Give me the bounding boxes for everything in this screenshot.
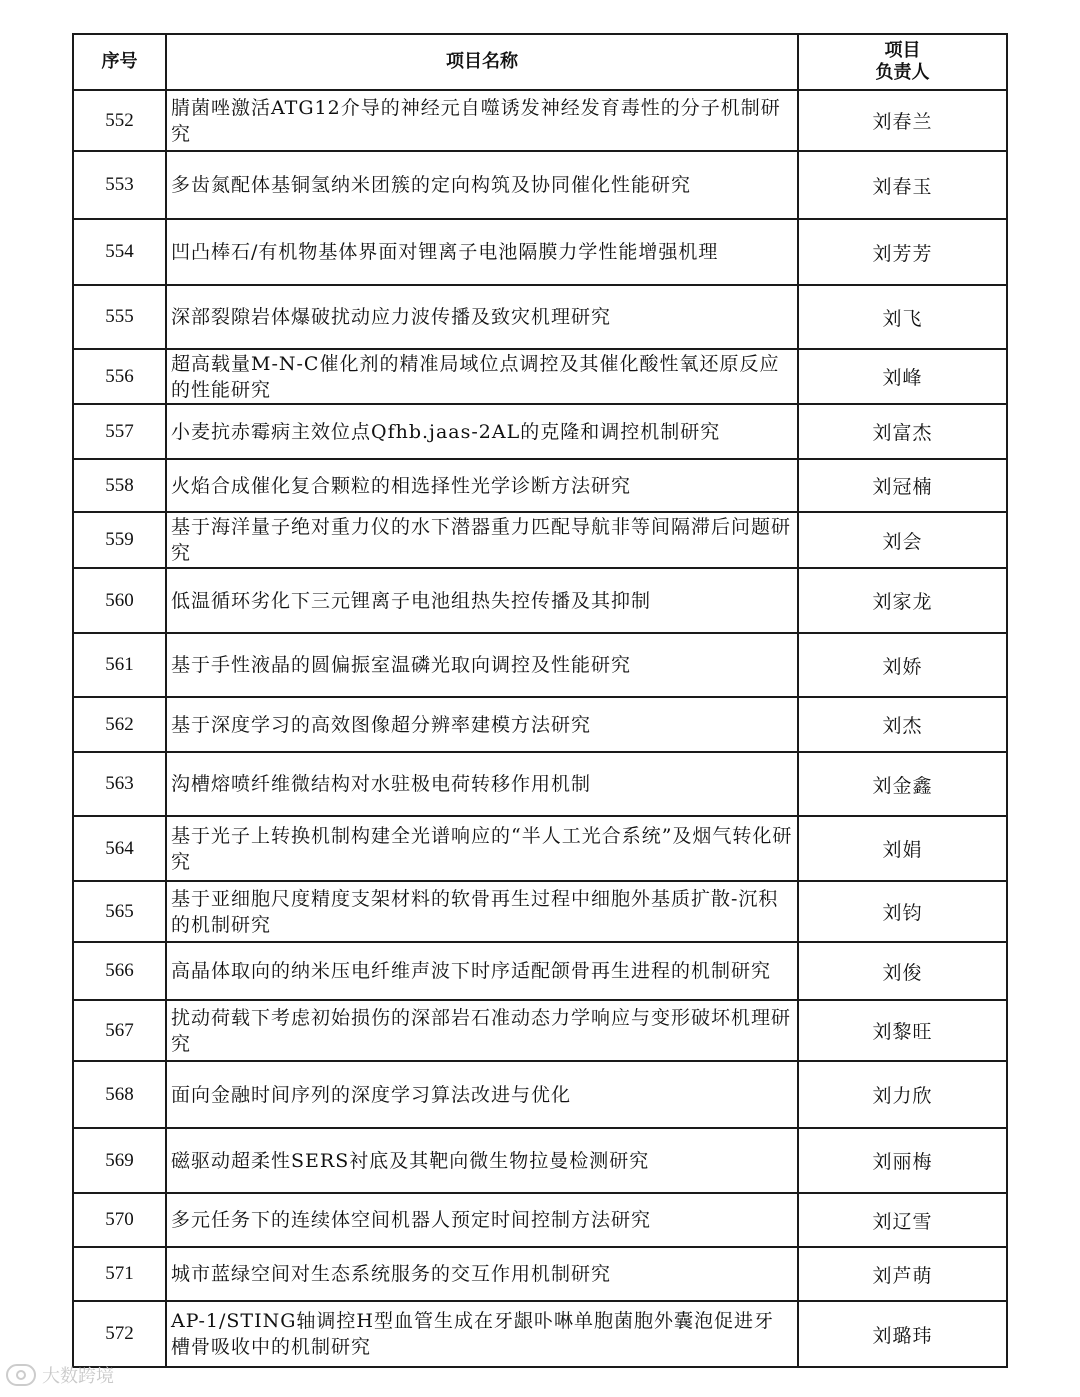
row-project-lead: 刘家龙 (798, 568, 1007, 633)
row-project-lead: 刘力欣 (798, 1061, 1007, 1128)
table-row (73, 1193, 1007, 1247)
row-project-name: 基于手性液晶的圆偏振室温磷光取向调控及性能研究 (166, 633, 798, 697)
row-project-name: 深部裂隙岩体爆破扰动应力波传播及致灾机理研究 (166, 285, 798, 349)
row-project-name: 基于亚细胞尺度精度支架材料的软骨再生过程中细胞外基质扩散-沉积的机制研究 (166, 881, 798, 942)
row-project-name: 多齿氮配体基铜氢纳米团簇的定向构筑及协同催化性能研究 (166, 151, 798, 219)
table-row (73, 404, 1007, 459)
row-project-lead: 刘飞 (798, 285, 1007, 349)
row-serial-number: 561 (73, 633, 166, 697)
row-serial-number: 569 (73, 1128, 166, 1193)
row-serial-number: 565 (73, 881, 166, 942)
row-project-lead: 刘钧 (798, 881, 1007, 942)
table-row (73, 881, 1007, 942)
header-serial-number: 序号 (73, 34, 166, 90)
header-project-lead-line2: 负责人 (875, 62, 930, 83)
header-project-lead (798, 34, 1007, 90)
row-project-lead: 刘杰 (798, 697, 1007, 752)
table-row (73, 568, 1007, 633)
row-project-name: 超高载量M-N-C催化剂的精准局域位点调控及其催化酸性氧还原反应的性能研究 (166, 349, 798, 404)
row-project-lead: 刘丽梅 (798, 1128, 1007, 1193)
row-project-name: 腈菌唑激活ATG12介导的神经元自噬诱发神经发育毒性的分子机制研究 (166, 90, 798, 151)
row-serial-number: 560 (73, 568, 166, 633)
row-serial-number: 552 (73, 90, 166, 151)
table-header-row (73, 34, 1007, 90)
row-serial-number: 566 (73, 942, 166, 1000)
table-row (73, 1247, 1007, 1301)
row-project-name: 小麦抗赤霉病主效位点Qfhb.jaas-2AL的克隆和调控机制研究 (166, 404, 798, 459)
table-row (73, 90, 1007, 151)
row-project-name: 沟槽熔喷纤维微结构对水驻极电荷转移作用机制 (166, 752, 798, 816)
row-project-lead: 刘娟 (798, 816, 1007, 881)
table-row (73, 752, 1007, 816)
row-serial-number: 559 (73, 512, 166, 568)
table-row (73, 219, 1007, 285)
row-project-name: 低温循环劣化下三元锂离子电池组热失控传播及其抑制 (166, 568, 798, 633)
row-project-name: 火焰合成催化复合颗粒的相选择性光学诊断方法研究 (166, 459, 798, 512)
header-project-lead-line1: 项目 (884, 40, 921, 61)
row-serial-number: 563 (73, 752, 166, 816)
row-project-name: 高晶体取向的纳米压电纤维声波下时序适配颌骨再生进程的机制研究 (166, 942, 798, 1000)
row-serial-number: 568 (73, 1061, 166, 1128)
row-project-name: AP-1/STING轴调控H型血管生成在牙龈卟啉单胞菌胞外囊泡促进牙槽骨吸收中的机制研究 (166, 1301, 798, 1367)
row-project-lead: 刘芦萌 (798, 1247, 1007, 1301)
row-serial-number: 570 (73, 1193, 166, 1247)
row-project-lead: 刘春兰 (798, 90, 1007, 151)
row-serial-number: 555 (73, 285, 166, 349)
table-row (73, 816, 1007, 881)
table-row (73, 942, 1007, 1000)
row-project-name: 磁驱动超柔性SERS衬底及其靶向微生物拉曼检测研究 (166, 1128, 798, 1193)
table-row (73, 285, 1007, 349)
header-project-name: 项目名称 (166, 34, 798, 90)
table-row (73, 1301, 1007, 1367)
table-row (73, 633, 1007, 697)
watermark (6, 1360, 114, 1390)
row-project-lead: 刘俊 (798, 942, 1007, 1000)
row-project-lead: 刘富杰 (798, 404, 1007, 459)
row-project-lead: 刘春玉 (798, 151, 1007, 219)
table-row (73, 1128, 1007, 1193)
row-serial-number: 567 (73, 1000, 166, 1061)
row-serial-number: 564 (73, 816, 166, 881)
row-project-lead: 刘辽雪 (798, 1193, 1007, 1247)
row-serial-number: 558 (73, 459, 166, 512)
row-project-name: 凹凸棒石/有机物基体界面对锂离子电池隔膜力学性能增强机理 (166, 219, 798, 285)
brand-logo-icon (6, 1364, 36, 1386)
table-row (73, 1061, 1007, 1128)
row-project-name: 城市蓝绿空间对生态系统服务的交互作用机制研究 (166, 1247, 798, 1301)
table-row (73, 349, 1007, 404)
row-project-lead: 刘娇 (798, 633, 1007, 697)
row-project-lead: 刘峰 (798, 349, 1007, 404)
row-serial-number: 572 (73, 1301, 166, 1367)
table-row (73, 1000, 1007, 1061)
row-project-lead: 刘金鑫 (798, 752, 1007, 816)
table-row (73, 697, 1007, 752)
row-serial-number: 554 (73, 219, 166, 285)
row-serial-number: 556 (73, 349, 166, 404)
row-project-name: 基于深度学习的高效图像超分辨率建模方法研究 (166, 697, 798, 752)
table-row (73, 459, 1007, 512)
row-serial-number: 557 (73, 404, 166, 459)
row-project-lead: 刘芳芳 (798, 219, 1007, 285)
table-row (73, 151, 1007, 219)
row-serial-number: 553 (73, 151, 166, 219)
row-serial-number: 571 (73, 1247, 166, 1301)
row-project-lead: 刘璐玮 (798, 1301, 1007, 1367)
row-project-name: 基于光子上转换机制构建全光谱响应的“半人工光合系统”及烟气转化研究 (166, 816, 798, 881)
table-row (73, 512, 1007, 568)
row-project-name: 扰动荷载下考虑初始损伤的深部岩石准动态力学响应与变形破坏机理研究 (166, 1000, 798, 1061)
row-project-lead: 刘冠楠 (798, 459, 1007, 512)
project-table (72, 33, 1008, 1368)
row-project-name: 基于海洋量子绝对重力仪的水下潜器重力匹配导航非等间隔滞后问题研究 (166, 512, 798, 568)
row-project-name: 面向金融时间序列的深度学习算法改进与优化 (166, 1061, 798, 1128)
watermark-text: 大数跨境 (42, 1366, 114, 1387)
row-serial-number: 562 (73, 697, 166, 752)
row-project-lead: 刘会 (798, 512, 1007, 568)
row-project-name: 多元任务下的连续体空间机器人预定时间控制方法研究 (166, 1193, 798, 1247)
row-project-lead: 刘黎旺 (798, 1000, 1007, 1061)
